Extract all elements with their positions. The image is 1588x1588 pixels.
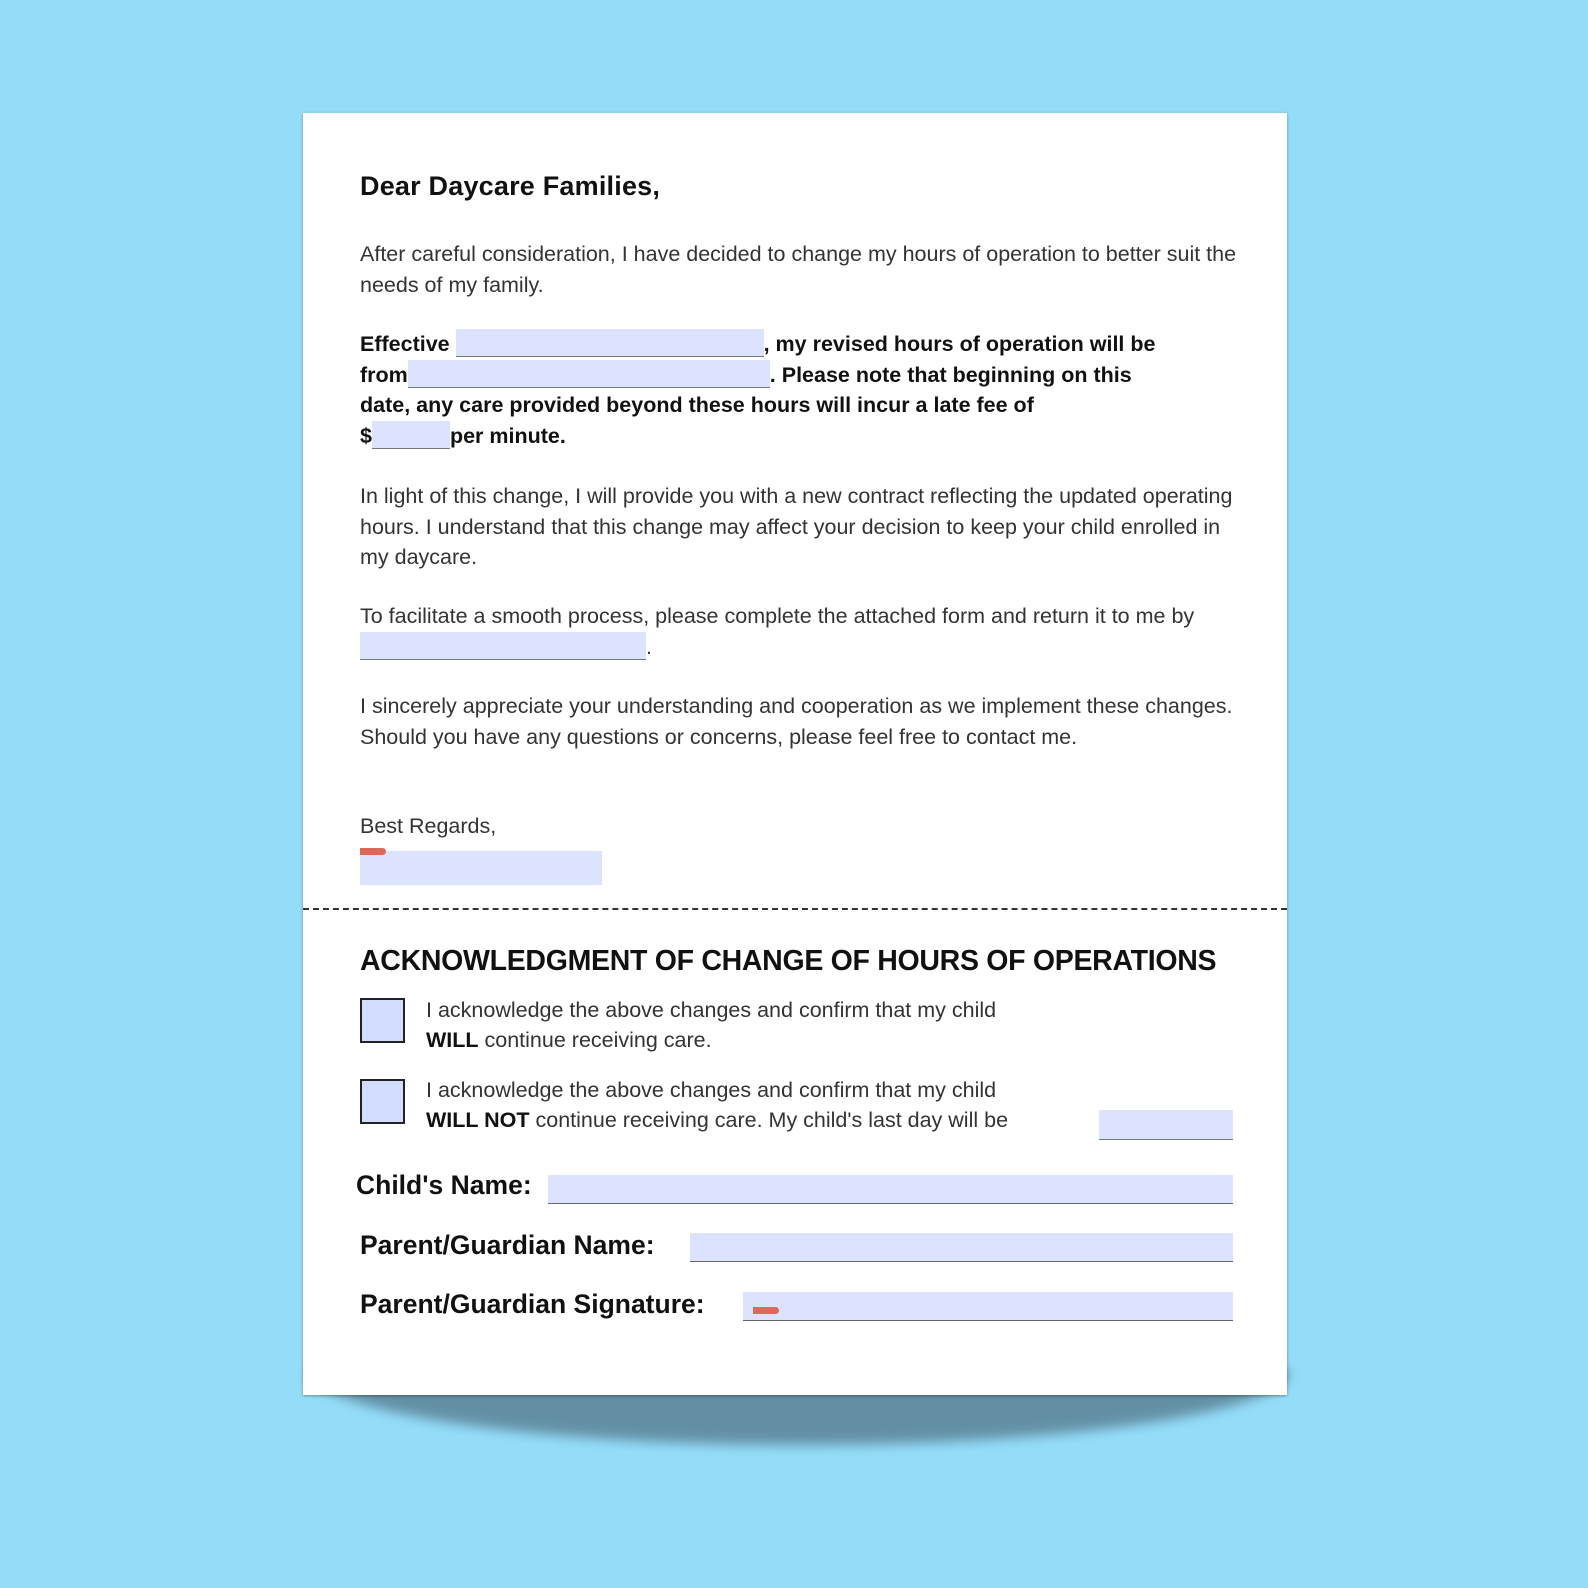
- return-period: .: [646, 634, 652, 659]
- option2-bold: WILL NOT: [426, 1108, 530, 1132]
- return-text: To facilitate a smooth process, please complete the attached form and return it to me by: [360, 604, 1195, 628]
- signature-flag-icon: [753, 1307, 779, 1314]
- parent-name-label: Parent/Guardian Name:: [360, 1230, 655, 1260]
- parent-name-field[interactable]: [690, 1233, 1233, 1262]
- option1-rest: continue receiving care.: [478, 1028, 712, 1052]
- sender-signature-field[interactable]: [360, 851, 602, 885]
- effective-date-field[interactable]: [456, 329, 764, 357]
- effective-paragraph: [360, 329, 1240, 451]
- option1-bold: WILL: [426, 1028, 479, 1052]
- child-name-field[interactable]: [548, 1175, 1233, 1204]
- effective-label: Effective: [360, 332, 456, 356]
- parent-signature-field[interactable]: [743, 1292, 1233, 1321]
- closing: Best Regards,: [360, 814, 497, 838]
- will-not-continue-checkbox[interactable]: [360, 1079, 405, 1124]
- note-text: . Please note that beginning on this: [769, 362, 1132, 387]
- intro-paragraph: After careful consideration, I have decided to change my hours of operation to better suit the needs of my family.: [360, 242, 1237, 297]
- late-fee-field[interactable]: [372, 421, 450, 449]
- option2-rest: continue receiving care. My child's last day will be: [529, 1108, 1009, 1132]
- last-day-field[interactable]: [1099, 1110, 1233, 1140]
- letter-page: [303, 113, 1287, 1395]
- option2-text: I acknowledge the above changes and confirm that my child: [426, 1078, 997, 1102]
- late-fee-text: date, any care provided beyond these hours will incur a late fee of: [360, 393, 1034, 417]
- will-continue-text: [426, 995, 1226, 1055]
- signature-flag-icon: [360, 848, 386, 855]
- hours-range-field[interactable]: [408, 360, 770, 388]
- per-minute-text: per minute.: [449, 423, 566, 448]
- dollar-sign: $: [360, 423, 372, 448]
- cut-line: [303, 908, 1287, 910]
- option1-text: I acknowledge the above changes and confirm that my child: [426, 998, 997, 1022]
- return-date-field[interactable]: [360, 632, 646, 660]
- parent-signature-label: Parent/Guardian Signature:: [360, 1289, 705, 1319]
- will-continue-checkbox[interactable]: [360, 998, 405, 1043]
- contract-paragraph: In light of this change, I will provide you with a new contract reflecting the updated operating hours. I understand that this change may affect your decision to keep your child enrolled in my daycare.: [360, 484, 1233, 569]
- return-paragraph: [360, 601, 1240, 662]
- acknowledgment-title: ACKNOWLEDGMENT OF CHANGE OF HOURS OF OPERATIONS: [360, 945, 1217, 977]
- appreciation-paragraph: I sincerely appreciate your understanding and cooperation as we implement these changes. Should you have any questions or concerns, please feel free to contact me.: [360, 694, 1233, 749]
- child-name-label: Child's Name:: [356, 1170, 532, 1200]
- revised-hours-text: , my revised hours of operation will be: [763, 332, 1156, 356]
- greeting: Dear Daycare Families,: [360, 171, 661, 201]
- from-label: from: [360, 362, 408, 387]
